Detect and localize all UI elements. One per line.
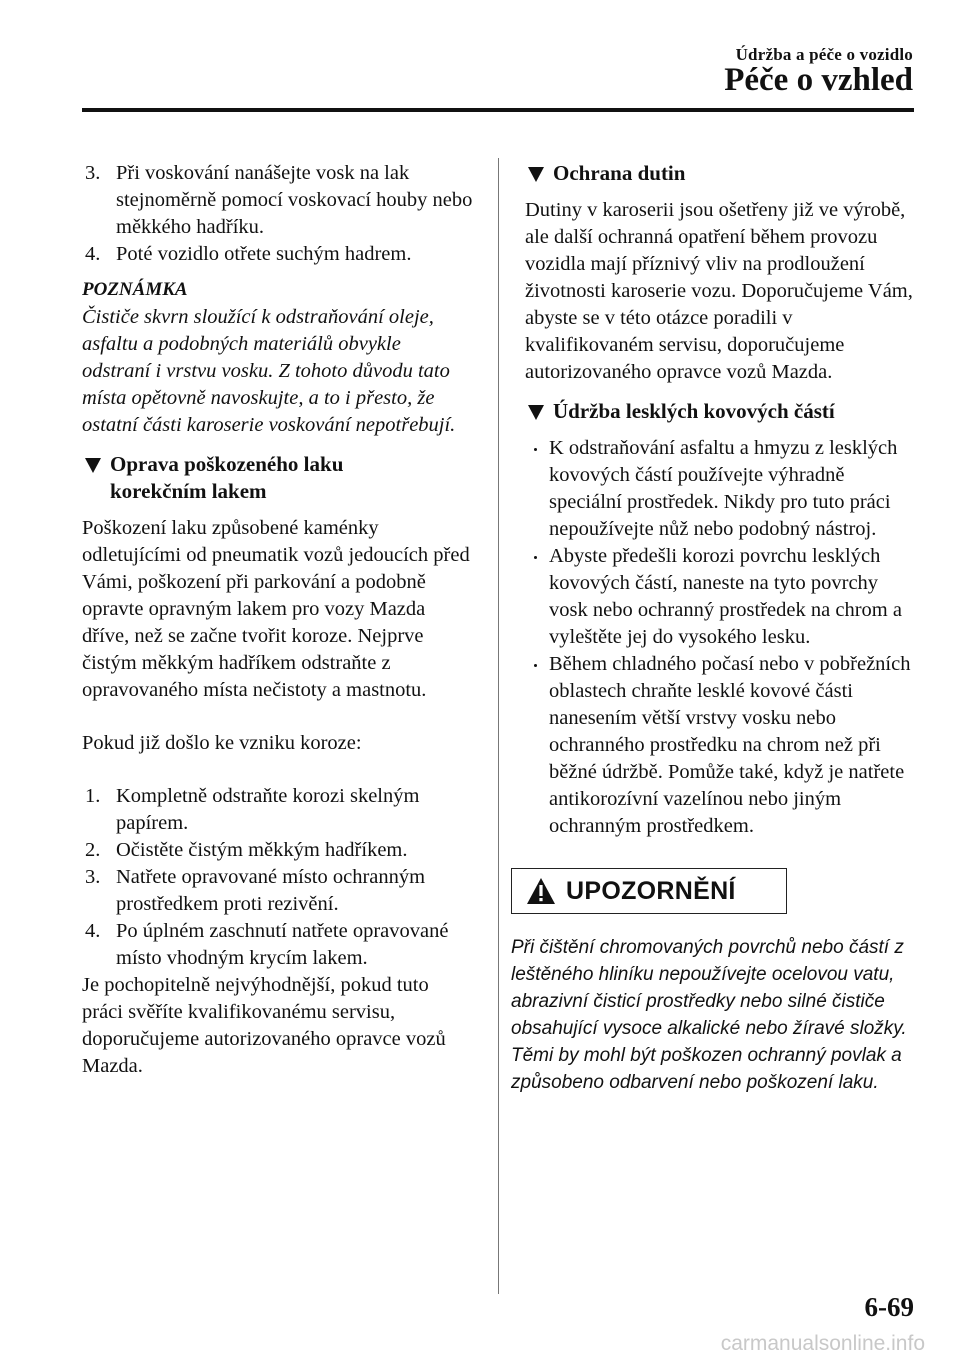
section-heading-cavity-protection xyxy=(525,160,920,187)
bullet-text: Během chladného počasí nebo v pobřežních oblastech chraňte lesklé kovové části nanesením větší vrstvy vosku nebo ochranného prostředku na chrom než při běžné údržbě. Pomůže také, když je natřete antikorozívní vazelínou nebo jiným ochranným prostředkem. xyxy=(549,653,911,837)
bullet-dot-icon xyxy=(534,664,537,667)
list-item xyxy=(82,241,474,268)
triangle-bullet-icon xyxy=(528,405,544,420)
header-section: Údržba a péče o vozidlo xyxy=(735,45,913,64)
warning-triangle-icon xyxy=(526,877,556,905)
step-text: Natřete opravované místo ochranným prostředkem proti rezivění. xyxy=(116,866,426,915)
heading-line: Ochrana dutin xyxy=(553,161,686,185)
steps-list xyxy=(82,783,474,972)
note-text: Čističe skvrn sloužící k odstraňování oleje, asfaltu a podobných materiálů obvykle odstraní i vrstvu vosku. Z tohoto důvodu tato místa opětovně navoskujte, a to i přesto, že ostatní části karoserie voskování nepotřebují. xyxy=(82,306,456,436)
paragraph: Pokud již došlo ke vzniku koroze: xyxy=(82,732,362,754)
triangle-bullet-icon xyxy=(528,167,544,182)
page-number: 6-69 xyxy=(864,1292,914,1322)
list-item xyxy=(82,918,474,972)
heading-line: Oprava poškozeného laku xyxy=(110,452,344,476)
paragraph: Je pochopitelně nejvýhodnější, pokud tuto práci svěříte kvalifikovanému servisu, doporučujeme autorizovaného opravce vozů Mazda. xyxy=(82,974,446,1077)
column-divider xyxy=(498,158,499,1294)
list-item xyxy=(82,783,474,837)
warning-text: Při čištění chromovaných povrchů nebo částí z leštěného hliníku nepoužívejte ocelovou vatu, abrazivní čisticí prostředky nebo silné čističe obsahující vysoce alkalické nebo žíravé složky. Těmi by mohl být poškozen ochranný povlak a způsobeno odbarvení nebo poškození laku. xyxy=(511,937,907,1093)
right-column xyxy=(511,160,920,1096)
step-text: Poté vozidlo otřete suchým hadrem. xyxy=(116,243,412,265)
step-number: 4. xyxy=(85,243,101,265)
step-number: 2. xyxy=(85,839,101,861)
step-text: Očistěte čistým měkkým hadříkem. xyxy=(116,839,408,861)
warning-box xyxy=(511,868,787,914)
heading-line: korekčním lakem xyxy=(110,479,267,503)
list-item xyxy=(82,864,474,918)
section-heading-metal-parts xyxy=(525,398,920,425)
list-item xyxy=(525,543,920,651)
paragraph: Dutiny v karoserii jsou ošetřeny již ve výrobě, ale další ochranná opatření během provozu vozidla mají příznivý vliv na prodloužení životnosti karoserie vozu. Doporučujeme Vám, abyste se v této otázce poradili v kvalifikovaném servisu, doporučujeme autorizovaného opravce vozů Mazda. xyxy=(525,199,913,383)
watermark: carmanualsonline.info xyxy=(720,1332,925,1355)
triangle-bullet-icon xyxy=(85,458,101,473)
list-item xyxy=(525,435,920,543)
bullet-text: K odstraňování asfaltu a hmyzu z lesklých kovových částí používejte výhradně speciální prostředek. Nikdy pro tuto práci nepoužívejte nůž nebo podobný nástroj. xyxy=(549,437,898,540)
header-rule xyxy=(82,108,914,112)
step-text: Po úplném zaschnutí natřete opravované místo vhodným krycím lakem. xyxy=(116,920,449,969)
heading-line: Údržba lesklých kovových částí xyxy=(553,399,835,423)
bullet-list xyxy=(525,435,920,840)
list-item xyxy=(82,160,474,241)
step-number: 3. xyxy=(85,162,101,184)
note-title: POZNÁMKA xyxy=(82,279,188,300)
bullet-text: Abyste předešli korozi povrchu lesklých kovových částí, naneste na tyto povrchy vosk nebo ochranný prostředek na chrom a vyleštěte jej do vysokého lesku. xyxy=(549,545,902,648)
section-heading-paint-repair xyxy=(82,451,474,505)
bullet-dot-icon xyxy=(534,556,537,559)
bullet-dot-icon xyxy=(534,448,537,451)
left-column xyxy=(82,160,474,1080)
step-text: Při voskování nanášejte vosk na lak stejnoměrně pomocí voskovací houby nebo měkkého hadříku. xyxy=(116,162,473,238)
warning-label: UPOZORNĚNÍ xyxy=(566,876,736,905)
steps-top-list xyxy=(82,160,474,268)
list-item xyxy=(82,837,474,864)
step-text: Kompletně odstraňte korozi skelným papírem. xyxy=(116,785,420,834)
page-title: Péče o vzhled xyxy=(724,62,913,98)
step-number: 3. xyxy=(85,866,101,888)
step-number: 4. xyxy=(85,920,101,942)
list-item xyxy=(525,651,920,840)
step-number: 1. xyxy=(85,785,101,807)
paragraph: Poškození laku způsobené kaménky odletujícími od pneumatik vozů jedoucích před Vámi, poškození při parkování a podobně opravte opravným lakem pro vozy Mazda dříve, než se začne tvořit koroze. Nejprve čistým měkkým hadříkem odstraňte z opravovaného místa nečistoty a mastnotu. xyxy=(82,517,470,701)
